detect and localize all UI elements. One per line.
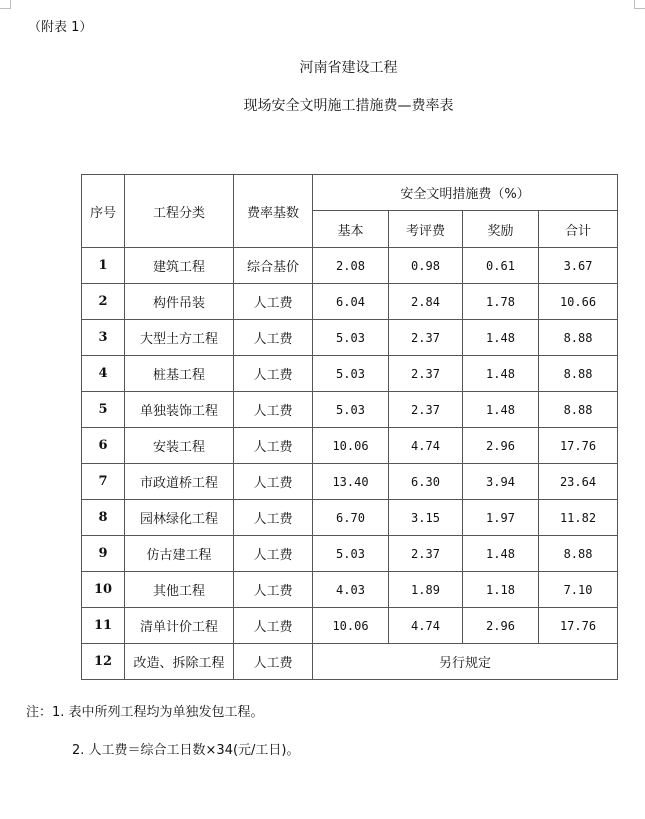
- rate-table: [81, 174, 618, 680]
- document-subtitle: 现场安全文明施工措施费—费率表: [243, 98, 454, 114]
- table-row: [82, 320, 618, 356]
- cell-basis: 人工费: [234, 536, 313, 572]
- cell-reward: 3.94: [463, 464, 539, 500]
- cell-evaluation: 4.74: [389, 608, 463, 644]
- cell-reward: 0.61: [463, 248, 539, 284]
- cell-total: 8.88: [539, 392, 618, 428]
- cell-basic: 4.03: [313, 572, 389, 608]
- cell-seq: 1: [82, 248, 125, 284]
- cell-reward: 2.96: [463, 608, 539, 644]
- cell-basic: 10.06: [313, 608, 389, 644]
- page-corner-mark-right: [634, 0, 645, 9]
- cell-seq: 4: [82, 356, 125, 392]
- cell-total: 3.67: [539, 248, 618, 284]
- header-total: 合计: [539, 211, 618, 248]
- cell-total: 10.66: [539, 284, 618, 320]
- table-row: [82, 644, 618, 680]
- cell-category: 构件吊装: [125, 284, 234, 320]
- cell-reward: 1.48: [463, 392, 539, 428]
- header-basis: 费率基数: [234, 175, 313, 248]
- cell-reward: 1.78: [463, 284, 539, 320]
- header-safety-fee-group: 安全文明措施费（%）: [313, 175, 618, 211]
- cell-total: 8.88: [539, 356, 618, 392]
- cell-total: 17.76: [539, 608, 618, 644]
- cell-category: 改造、拆除工程: [125, 644, 234, 680]
- cell-category: 建筑工程: [125, 248, 234, 284]
- cell-seq: 9: [82, 536, 125, 572]
- note-1: 注：1. 表中所列工程均为单独发包工程。: [26, 705, 264, 720]
- cell-merged-note: 另行规定: [313, 644, 618, 680]
- cell-evaluation: 0.98: [389, 248, 463, 284]
- table-row: [82, 248, 618, 284]
- cell-evaluation: 6.30: [389, 464, 463, 500]
- cell-basis: 人工费: [234, 572, 313, 608]
- cell-seq: 8: [82, 500, 125, 536]
- cell-basic: 5.03: [313, 356, 389, 392]
- cell-basis: 人工费: [234, 356, 313, 392]
- cell-basic: 13.40: [313, 464, 389, 500]
- cell-category: 桩基工程: [125, 356, 234, 392]
- header-basic: 基本: [313, 211, 389, 248]
- cell-total: 23.64: [539, 464, 618, 500]
- cell-seq: 11: [82, 608, 125, 644]
- cell-basis: 人工费: [234, 464, 313, 500]
- cell-basis: 人工费: [234, 284, 313, 320]
- table-row: [82, 608, 618, 644]
- cell-basic: 5.03: [313, 320, 389, 356]
- cell-basic: 6.70: [313, 500, 389, 536]
- cell-category: 其他工程: [125, 572, 234, 608]
- table-header-row: [82, 175, 618, 211]
- appendix-label: （附表 1）: [28, 20, 93, 35]
- cell-total: 8.88: [539, 536, 618, 572]
- cell-reward: 1.48: [463, 356, 539, 392]
- cell-evaluation: 2.37: [389, 356, 463, 392]
- cell-reward: 1.48: [463, 320, 539, 356]
- cell-category: 园林绿化工程: [125, 500, 234, 536]
- cell-basis: 人工费: [234, 320, 313, 356]
- cell-evaluation: 2.37: [389, 536, 463, 572]
- cell-basis: 人工费: [234, 608, 313, 644]
- table-row: [82, 500, 618, 536]
- cell-total: 8.88: [539, 320, 618, 356]
- cell-basic: 6.04: [313, 284, 389, 320]
- cell-basic: 5.03: [313, 536, 389, 572]
- cell-reward: 1.48: [463, 536, 539, 572]
- cell-total: 11.82: [539, 500, 618, 536]
- table-row: [82, 392, 618, 428]
- cell-total: 17.76: [539, 428, 618, 464]
- table-row: [82, 356, 618, 392]
- cell-reward: 1.97: [463, 500, 539, 536]
- table-row: [82, 536, 618, 572]
- cell-seq: 5: [82, 392, 125, 428]
- cell-category: 安装工程: [125, 428, 234, 464]
- cell-basic: 5.03: [313, 392, 389, 428]
- cell-total: 7.10: [539, 572, 618, 608]
- cell-reward: 1.18: [463, 572, 539, 608]
- table-row: [82, 464, 618, 500]
- cell-basis: 人工费: [234, 644, 313, 680]
- page-corner-mark-left: [0, 0, 11, 9]
- cell-category: 市政道桥工程: [125, 464, 234, 500]
- note-2: 2. 人工费＝综合工日数×34(元/工日)。: [72, 743, 300, 758]
- cell-basis: 人工费: [234, 428, 313, 464]
- cell-category: 仿古建工程: [125, 536, 234, 572]
- table-row: [82, 428, 618, 464]
- cell-evaluation: 2.37: [389, 320, 463, 356]
- cell-basis: 综合基价: [234, 248, 313, 284]
- cell-seq: 12: [82, 644, 125, 680]
- cell-evaluation: 4.74: [389, 428, 463, 464]
- cell-evaluation: 1.89: [389, 572, 463, 608]
- cell-seq: 3: [82, 320, 125, 356]
- header-category: 工程分类: [125, 175, 234, 248]
- cell-reward: 2.96: [463, 428, 539, 464]
- cell-seq: 7: [82, 464, 125, 500]
- header-reward: 奖励: [463, 211, 539, 248]
- cell-category: 清单计价工程: [125, 608, 234, 644]
- table-row: [82, 284, 618, 320]
- cell-basic: 2.08: [313, 248, 389, 284]
- cell-evaluation: 2.37: [389, 392, 463, 428]
- table-row: [82, 572, 618, 608]
- cell-seq: 10: [82, 572, 125, 608]
- cell-category: 单独装饰工程: [125, 392, 234, 428]
- cell-evaluation: 3.15: [389, 500, 463, 536]
- cell-basis: 人工费: [234, 392, 313, 428]
- cell-category: 大型土方工程: [125, 320, 234, 356]
- header-evaluation: 考评费: [389, 211, 463, 248]
- cell-basic: 10.06: [313, 428, 389, 464]
- cell-basis: 人工费: [234, 500, 313, 536]
- document-title: 河南省建设工程: [299, 60, 398, 76]
- cell-seq: 6: [82, 428, 125, 464]
- cell-seq: 2: [82, 284, 125, 320]
- cell-evaluation: 2.84: [389, 284, 463, 320]
- header-seq: 序号: [82, 175, 125, 248]
